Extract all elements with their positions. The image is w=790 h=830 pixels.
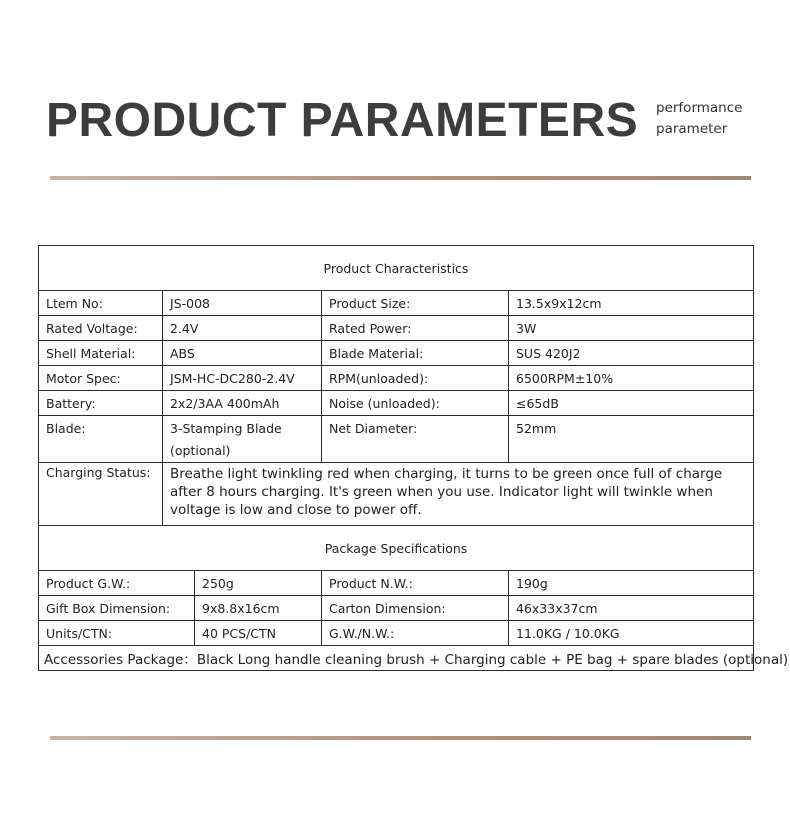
spec-value: ≤65dB xyxy=(508,391,753,415)
spec-label: Blade Material: xyxy=(321,341,508,365)
spec-value: 52mm xyxy=(508,416,753,462)
parameters-table xyxy=(38,245,789,671)
spec-label: Blade: xyxy=(46,421,86,436)
spec-value: 2.4V xyxy=(162,316,321,340)
charging-status-text: Breathe light twinkling red when charging, it turns to be green once full of charge after 8 hours charging. It's green when you use. Indicator light will twinkle when voltage is low and close to power off. xyxy=(162,463,753,525)
table-row xyxy=(38,621,754,646)
accessories-text: Accessories Package：Black Long handle cleaning brush + Charging cable + PE bag + spare blades (optional) xyxy=(44,652,789,668)
spec-value: 250g xyxy=(194,571,321,595)
spec-value: SUS 420J2 xyxy=(508,341,753,365)
page-title: PRODUCT PARAMETERS xyxy=(46,94,639,147)
spec-label: RPM(unloaded): xyxy=(321,366,508,390)
spec-label: Carton Dimension: xyxy=(321,596,508,620)
spec-label: Noise (unloaded): xyxy=(321,391,508,415)
accessories-row xyxy=(38,646,789,671)
spec-value: ABS xyxy=(162,341,321,365)
spec-value: JSM-HC-DC280-2.4V xyxy=(162,366,321,390)
spec-value: 3W xyxy=(508,316,753,340)
spec-value: 46x33x37cm xyxy=(508,596,753,620)
table-row xyxy=(38,291,754,316)
page-subtitle xyxy=(656,98,742,140)
spec-label: Product Size: xyxy=(321,291,508,315)
spec-label: Net Diameter: xyxy=(321,416,508,462)
table-row xyxy=(38,571,754,596)
table-row xyxy=(38,416,754,463)
top-divider xyxy=(50,176,751,180)
subtitle-line-2: parameter xyxy=(656,121,728,137)
spec-label: G.W./N.W.: xyxy=(321,621,508,645)
spec-value: 2x2/3AA 400mAh xyxy=(162,391,321,415)
subtitle-line-1: performance xyxy=(656,100,743,116)
spec-label: Product N.W.: xyxy=(321,571,508,595)
package-specifications-header xyxy=(38,526,754,571)
spec-label: Product G.W.: xyxy=(46,575,131,591)
spec-value: JS-008 xyxy=(162,291,321,315)
charging-status-row xyxy=(38,463,754,526)
spec-value: 3-Stamping Blade (optional) xyxy=(162,416,321,462)
spec-label: Battery: xyxy=(46,395,96,411)
section-heading: Package Specifications xyxy=(324,540,468,556)
spec-label: Units/CTN: xyxy=(46,625,113,641)
product-characteristics-header xyxy=(38,245,754,291)
bottom-divider xyxy=(50,736,751,740)
table-row xyxy=(38,596,754,621)
table-row xyxy=(38,316,754,341)
spec-label: Shell Material: xyxy=(46,345,136,361)
spec-label: Ltem No: xyxy=(46,295,103,311)
spec-label: Rated Power: xyxy=(321,316,508,340)
spec-value: 9x8.8x16cm xyxy=(194,596,321,620)
table-row xyxy=(38,341,754,366)
spec-value: 11.0KG / 10.0KG xyxy=(508,621,753,645)
spec-label: Gift Box Dimension: xyxy=(46,600,171,616)
spec-value: 6500RPM±10% xyxy=(508,366,753,390)
table-row xyxy=(38,366,754,391)
spec-label: Motor Spec: xyxy=(46,370,121,386)
spec-label: Rated Voltage: xyxy=(46,320,138,336)
spec-label: Charging Status: xyxy=(46,465,151,480)
spec-value: 190g xyxy=(508,571,753,595)
spec-value: 13.5x9x12cm xyxy=(508,291,753,315)
table-row xyxy=(38,391,754,416)
section-heading: Product Characteristics xyxy=(323,260,469,276)
spec-value: 40 PCS/CTN xyxy=(194,621,321,645)
